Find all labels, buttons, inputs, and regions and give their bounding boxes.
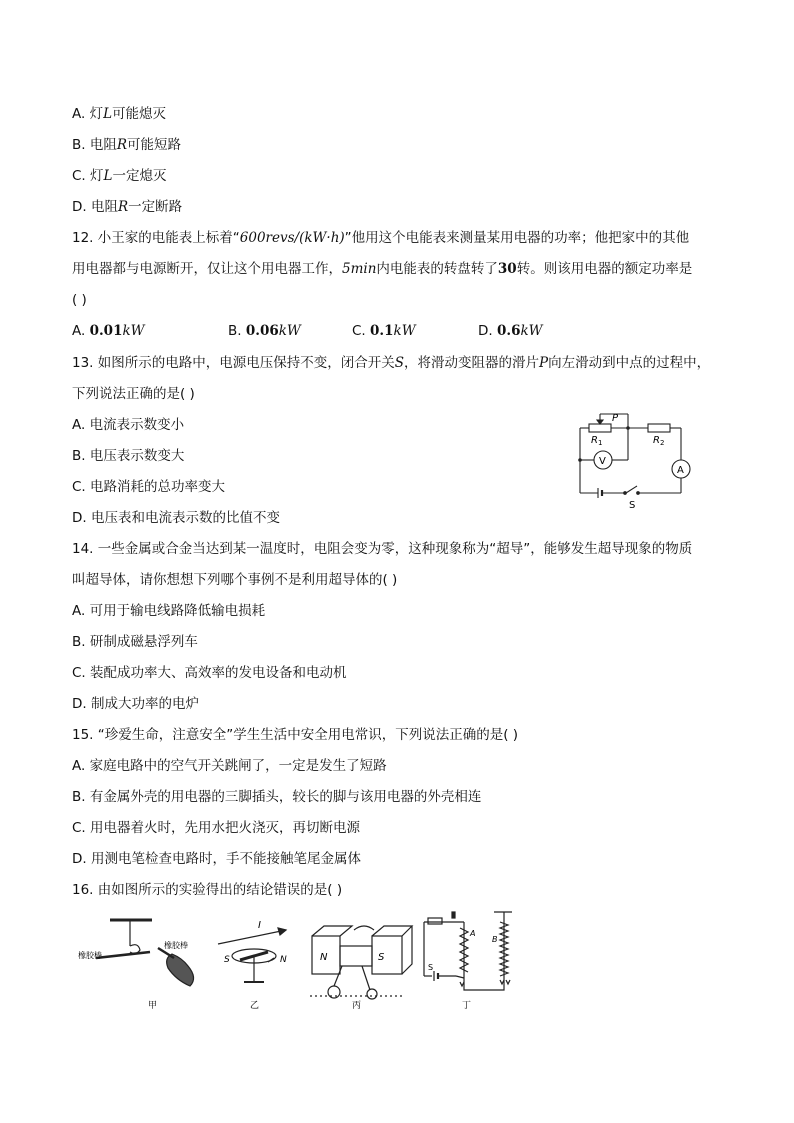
label-em-a: A <box>470 929 476 938</box>
q11-option-d: D. 电阻R一定断路 <box>72 199 183 215</box>
q13-stem-line2: 下列说法正确的是( ) <box>72 386 195 402</box>
q15-stem: 15. “珍爱生命，注意安全”学生生活中安全用电常识，下列说法正确的是( ) <box>72 727 519 743</box>
label-em-s: S <box>428 963 434 972</box>
q14-stem-line1: 14. 一些金属或合金当达到某一温度时，电阻会变为零，这种现象称为“超导”，能够发生超导现象的物质 <box>72 541 693 557</box>
q15-option-d: D. 用测电笔检查电路时，手不能接触笔尾金属体 <box>72 851 361 867</box>
label-r2: $R_2$ <box>653 435 665 447</box>
label-v: V <box>599 456 606 467</box>
q14-stem-line2: 叫超导体，请你想想下列哪个事例不是利用超导体的( ) <box>72 572 398 588</box>
q12-option-b: B. 0.06kW <box>228 323 301 339</box>
q13-option-b: B. 电压表示数变大 <box>72 448 185 464</box>
q12-option-d: D. 0.6kW <box>478 323 543 339</box>
q12-stem-line1: 12. 小王家的电能表上标着“600revs/(kW·h)”他用这个电能表来测量某用电器的功率；他把家中的其他 <box>72 230 690 246</box>
q15-option-c: C. 用电器着火时，先用水把火浇灭，再切断电源 <box>72 820 361 836</box>
figure-jia <box>96 920 194 986</box>
q14-option-b: B. 研制成磁悬浮列车 <box>72 634 198 650</box>
q13-option-c: C. 电路消耗的总功率变大 <box>72 479 226 495</box>
label-r1: $R_1$ <box>591 435 603 447</box>
q14-option-c: C. 装配成功率大、高效率的发电设备和电动机 <box>72 665 347 681</box>
label-rod2: 橡胶棒 <box>164 941 188 950</box>
q13-circuit-diagram <box>570 404 700 512</box>
q16-stem: 16. 由如图所示的实验得出的结论错误的是( ) <box>72 882 343 898</box>
q11-option-b: B. 电阻R可能短路 <box>72 137 182 153</box>
label-magnet-s: S <box>378 952 385 963</box>
label-magnet-n: N <box>320 952 328 963</box>
q15-option-a: A. 家庭电路中的空气开关跳闸了，一定是发生了短路 <box>72 758 387 774</box>
q13-option-a: A. 电流表示数变小 <box>72 417 185 433</box>
label-p: P <box>612 413 619 424</box>
label-current: I <box>258 920 261 931</box>
label-em-b: B <box>492 935 498 944</box>
label-yi: 乙 <box>250 1001 260 1010</box>
q15-option-b: B. 有金属外壳的用电器的三脚插头，较长的脚与该用电器的外壳相连 <box>72 789 482 805</box>
q12-stem-line3: ( ) <box>72 292 87 308</box>
label-rod1: 橡胶棒 <box>78 951 102 960</box>
q11-option-c: C. 灯L一定熄灭 <box>72 168 167 184</box>
label-s: S <box>629 500 636 511</box>
r1-resistor <box>589 424 611 432</box>
q11-option-a: A. 灯L可能熄灭 <box>72 106 167 122</box>
label-n-pole: N <box>280 955 287 965</box>
q13-option-d: D. 电压表和电流表示数的比值不变 <box>72 510 280 526</box>
label-bing: 丙 <box>352 1001 362 1010</box>
q12-stem-line2: 用电器都与电源断开，仅让这个用电器工作，5min内电能表的转盘转了30转。则该用电器的额定功率是 <box>72 261 693 277</box>
q13-stem-line1: 13. 如图所示的电路中，电源电压保持不变，闭合开关S，将滑动变阻器的滑片P向左滑动到中点的过程中， <box>72 355 711 371</box>
q12-option-a: A. 0.01kW <box>72 323 145 339</box>
q14-option-d: D. 制成大功率的电炉 <box>72 696 199 712</box>
label-a: A <box>677 465 684 476</box>
label-ding: 丁 <box>462 1001 472 1010</box>
q16-experiment-figures <box>72 908 532 1010</box>
figure-ding <box>424 912 512 990</box>
label-s-pole: S <box>224 955 230 965</box>
q12-option-c: C. 0.1kW <box>352 323 416 339</box>
q14-option-a: A. 可用于输电线路降低输电损耗 <box>72 603 266 619</box>
r2-resistor <box>648 424 670 432</box>
label-jia: 甲 <box>148 1001 158 1010</box>
